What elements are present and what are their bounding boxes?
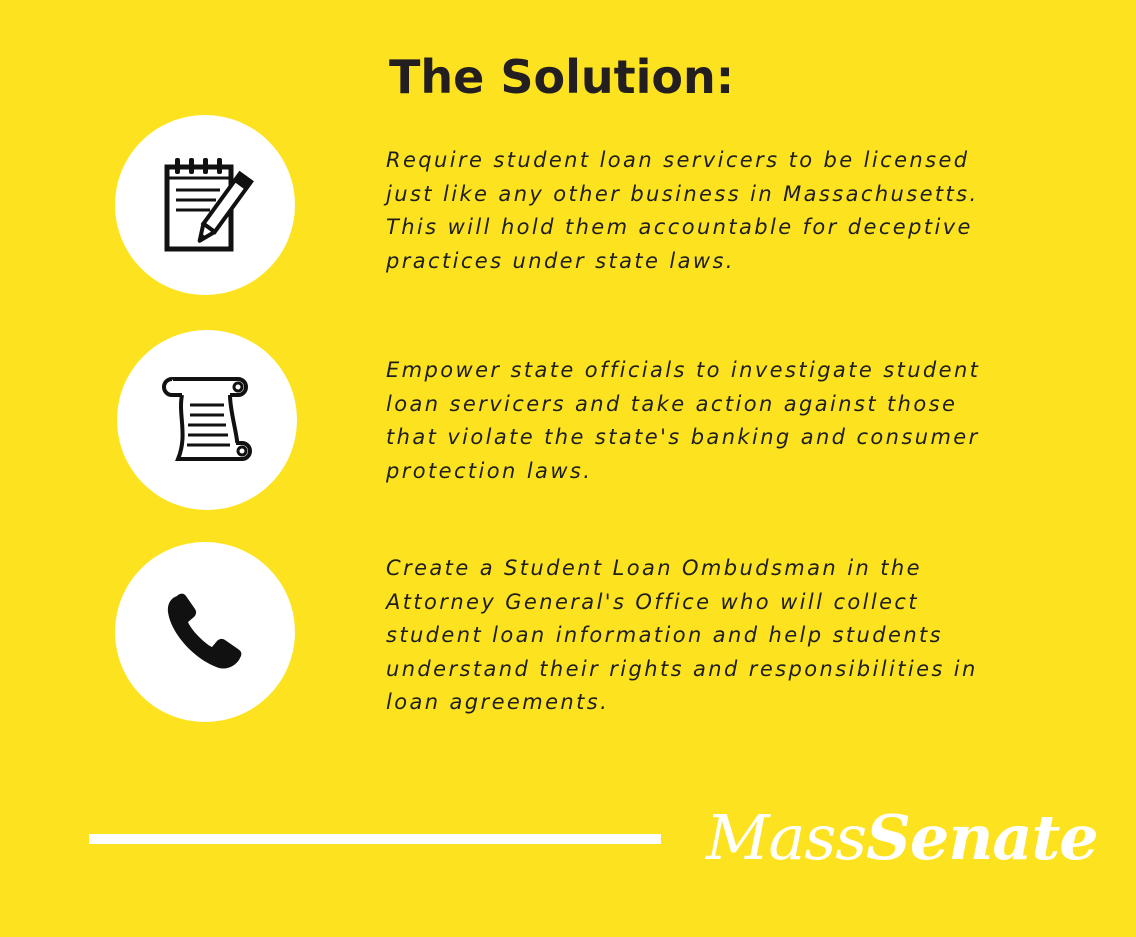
item-text: Require student loan servicers to be licensed just like any other business in Massachusetts. This will hold them accountable for deceptive practices under state laws. bbox=[386, 148, 979, 273]
phone-icon bbox=[155, 582, 255, 682]
notepad-circle bbox=[115, 115, 295, 295]
logo-part-senate: Senate bbox=[866, 801, 1098, 874]
item-text: Empower state officials to investigate student loan servicers and take action against those that violate the state's banking and consumer protection laws. bbox=[386, 358, 981, 483]
item-text: Create a Student Loan Ombudsman in the Attorney General's Office who will collect student loan information and help students understand their rights and responsibilities in loan agreements. bbox=[386, 556, 978, 715]
logo-part-mass: Mass bbox=[706, 801, 867, 874]
scroll-icon bbox=[152, 365, 262, 475]
page-title: The Solution: bbox=[389, 50, 735, 104]
masssenate-logo bbox=[706, 800, 1098, 876]
scroll-circle bbox=[117, 330, 297, 510]
divider bbox=[89, 834, 661, 844]
phone-circle bbox=[115, 542, 295, 722]
notepad-pencil-icon bbox=[150, 150, 260, 260]
